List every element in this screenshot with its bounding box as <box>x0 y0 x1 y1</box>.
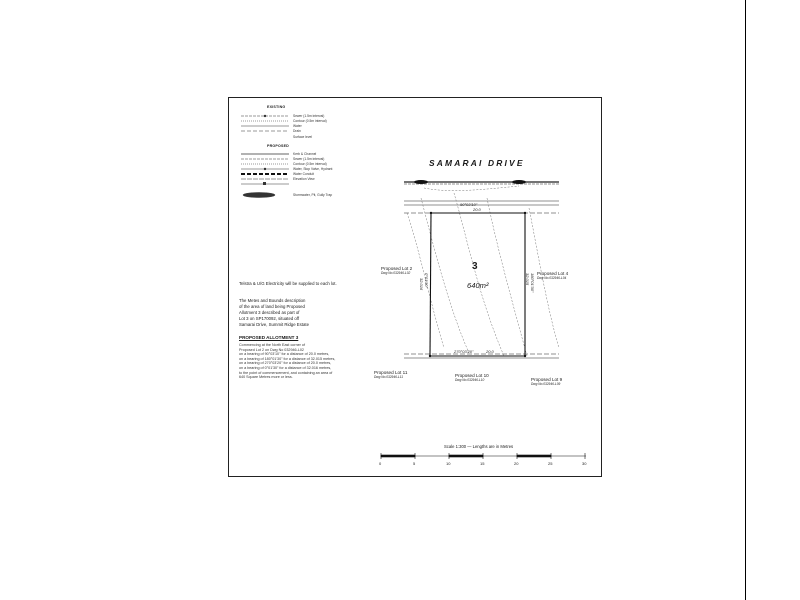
street-name: SAMARAI DRIVE <box>429 158 525 168</box>
allotment-heading: PROPOSED ALLOTMENT 3 <box>239 335 299 340</box>
bottom-bearing: 270°03'20" <box>454 349 474 354</box>
metes-line: on a bearing of 180°01'30" for a distance of 32.015 metres, <box>239 356 336 361</box>
metes-line: on a bearing of 0°01'30" for a distance of 32.016 metres, <box>239 365 332 370</box>
legend-item: Water, Stop Valve, Hydrant <box>293 167 333 171</box>
scale-tick-label: 30 <box>582 461 587 466</box>
legend-item: Stormwater, Pit, Gully Trap <box>293 193 333 197</box>
legend-item: Surface level <box>293 135 313 139</box>
scale-tick-label: 20 <box>514 461 519 466</box>
metes-line: Commencing at the North East corner of <box>239 343 305 347</box>
scale-tick-label: 0 <box>379 461 382 466</box>
electricity-note: Telstra & U/G Electricity will be supplied to each lot. <box>239 281 337 286</box>
legend-item: Water Conduit <box>293 172 314 176</box>
legend-item: Sewer (1.5m interval) <box>293 157 325 161</box>
top-distance: 20.0 <box>473 207 481 212</box>
page-edge-line <box>745 0 746 600</box>
legend-item: Contour (0.5m interval) <box>293 162 327 166</box>
metes-line: to the point of commencement, and containing an area of <box>239 370 333 375</box>
lot-4-name: Proposed Lot 4 <box>537 271 569 276</box>
metes-line: 640 Square Metres more or less. <box>239 375 293 380</box>
left-bearing: 0°01'30" <box>424 273 429 288</box>
scale-tick-label: 15 <box>480 461 485 466</box>
lot-4-label <box>537 271 568 281</box>
scale-bar <box>381 453 586 459</box>
metes-line: Proposed Lot 2 on Dwg No 032946-L02 <box>239 347 304 352</box>
lot-number: 3 <box>472 261 478 272</box>
lot-10-name: Proposed Lot 10 <box>455 373 489 378</box>
legend-item: Elevation View <box>293 177 315 181</box>
legend-proposed-heading: PROPOSED <box>267 144 289 148</box>
legend-item: Water <box>293 124 302 128</box>
scale-title: Scale 1:300 — Lengths are in Metres <box>444 444 514 449</box>
lot-11-dwg: Dwg No.032946-L11 <box>374 375 404 379</box>
right-distance: 32.015 <box>525 273 530 286</box>
lot-10-dwg: Dwg No.032946-L10 <box>455 378 485 382</box>
road-lines <box>404 182 559 358</box>
right-bearing: 180°01'30" <box>530 273 535 293</box>
lot-11-name: Proposed Lot 11 <box>374 370 408 375</box>
scale-tick-label: 25 <box>548 461 553 466</box>
legend-existing-heading: EXISTING <box>267 105 286 109</box>
metes-line: on a bearing of 90°03'10" for a distance of 20.0 metres, <box>239 352 330 357</box>
lot-11-label <box>374 370 407 380</box>
metes-line: on a bearing of 270°03'20" for a distance of 20.0 metres, <box>239 361 332 366</box>
lot-4-dwg: Dwg No.032946-L04 <box>537 276 567 280</box>
legend-item: Contour (0.5m interval) <box>293 119 327 123</box>
left-distance: 32.016 <box>419 278 424 291</box>
legend-item: Drain <box>293 129 301 133</box>
description-line: The Metes and Bounds description <box>239 298 306 303</box>
plan-drawing <box>229 98 601 476</box>
lot-9-name: Proposed Lot 9 <box>531 377 563 382</box>
bottom-distance: 20.0 <box>486 349 494 354</box>
lot-2-dwg: Dwg No.032946-L02 <box>381 271 411 275</box>
lot-2-label <box>381 266 412 276</box>
description-line: Allotment 3 described as part of <box>239 310 300 315</box>
lot-10-label <box>455 373 489 383</box>
legend-item: Sewer (1.5m interval) <box>293 114 325 118</box>
description-line: Lot 3 on SP170092, situated off <box>239 316 300 321</box>
scale-tick-label: 5 <box>413 461 416 466</box>
lot-area: 640m² <box>467 281 489 290</box>
lot-2-name: Proposed Lot 2 <box>381 266 413 271</box>
scale-tick-label: 10 <box>446 461 451 466</box>
description-line: Samarai Drive, Summit Ridge Estate <box>239 322 309 327</box>
legend-item: Kerb & Channel <box>293 152 317 156</box>
lot-9-dwg: Dwg No.032946-L09 <box>531 382 561 386</box>
description-line: of the area of land being Proposed <box>239 304 305 309</box>
survey-plan-sheet <box>228 97 602 477</box>
top-bearing: 90°03'10" <box>460 202 478 207</box>
lot-9-label <box>531 377 562 387</box>
